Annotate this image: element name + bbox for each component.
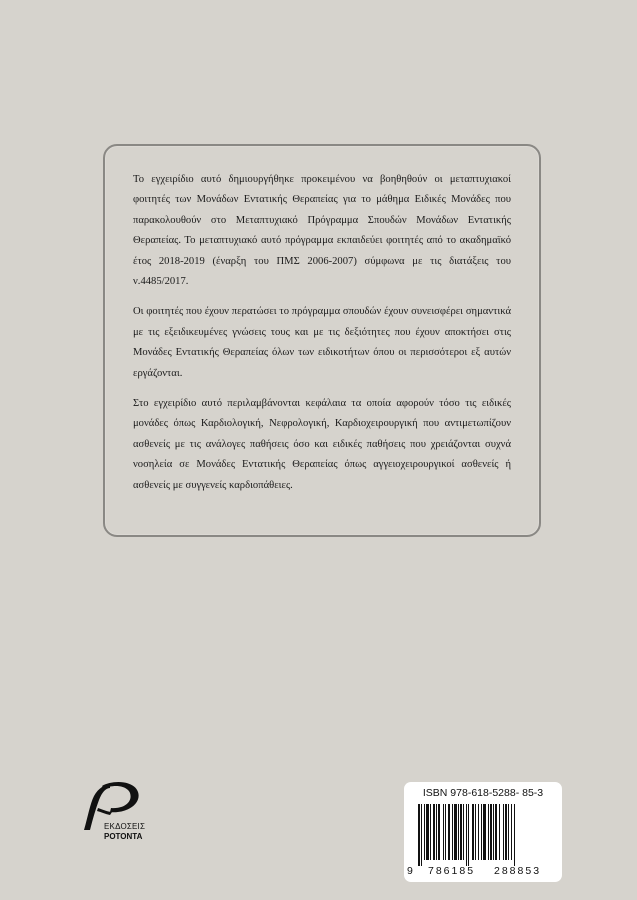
publisher-line-1: ΕΚΔΟΣΕΙΣ xyxy=(104,822,146,831)
isbn-label: ISBN 978-618-5288- 85-3 xyxy=(422,787,544,799)
barcode-digits-left: 786185 xyxy=(428,865,476,877)
publisher-logo xyxy=(76,778,156,850)
description-paragraph-2: Οι φοιτητές που έχουν περατώσει το πρόγραμμα σπουδών έχουν συνεισφέρει σημαντικά με τις εξειδικευμένες γνώσεις τους και με τις δεξιότητες που έχουν αποκτήσει στις Μονάδες Εντατικής Θεραπείας όλων των ειδικοτήτων όπου οι περισσότεροι εξ αυτών εργάζονται. xyxy=(133,306,511,379)
description-paragraph-3: Στο εγχειρίδιο αυτό περιλαμβάνονται κεφάλαια τα οποία αφορούν τόσο τις ειδικές μονάδες όπως Καρδιολογική, Νεφρολογική, Καρδιοχειρουργική που αντιμετωπίζουν ασθενείς με τις ανάλογες παθήσεις όσο και ειδικές παθήσεις που χρειάζονται συχνά νοσηλεία σε Μονάδες Εντατικής Θεραπείας όπως αγγειοχειρουργικοί ασθενείς ή ασθενείς με συγγενείς καρδιοπάθειες. xyxy=(133,398,511,491)
barcode-digit-first: 9 xyxy=(407,865,413,877)
isbn-barcode xyxy=(404,782,562,882)
description-paragraph-1: Το εγχειρίδιο αυτό δημιουργήθηκε προκειμένου να βοηθηθούν οι μεταπτυχιακοί φοιτητές των Μονάδων Εντατικής Θεραπείας για το μάθημα Ειδικές Μονάδες που παρακολουθούν στο Μεταπτυχιακό Πρόγραμμα Σπουδών Μονάδων Εντατικής Θεραπείας. Το μεταπτυχιακό αυτό πρόγραμμα εκπαιδεύει φοιτητές από το ακαδημαϊκό έτος 2018-2019 (έναρξη του ΠΜΣ 2006-2007) σύμφωνα με τις διατάξεις του ν.4485/2017. xyxy=(133,174,511,288)
publisher-name: ΡΟΤΟΝΤΑ xyxy=(104,832,143,841)
description-box xyxy=(103,144,541,537)
barcode-digits-right: 288853 xyxy=(494,865,542,877)
barcode-bars xyxy=(416,804,550,866)
